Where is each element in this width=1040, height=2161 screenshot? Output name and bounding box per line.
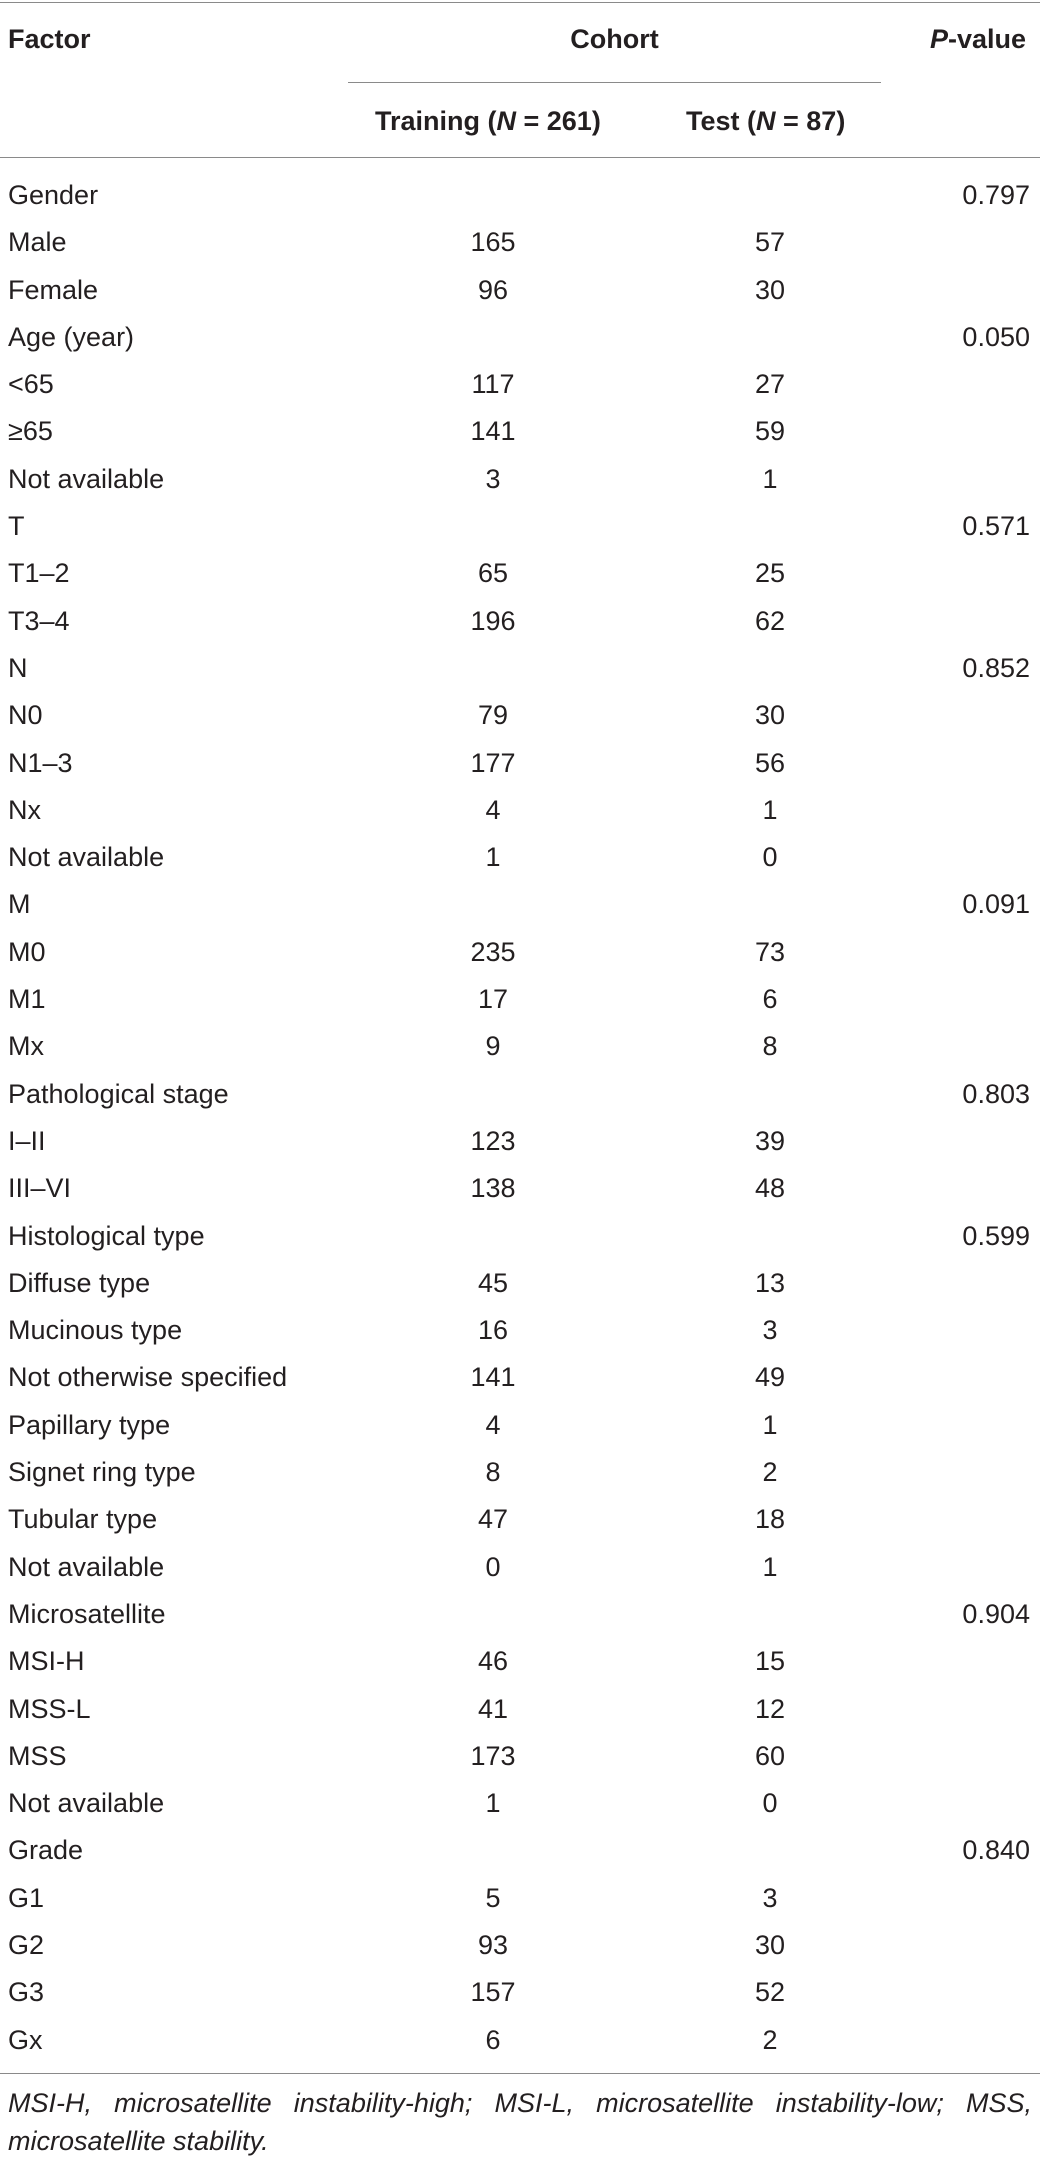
table-row <box>0 408 1040 455</box>
cell-factor: MSS <box>8 1740 67 1771</box>
cell-pvalue: 0.840 <box>962 1835 1030 1866</box>
cell-test: 56 <box>754 747 786 778</box>
cell-training: 65 <box>477 558 509 589</box>
cell-training: 165 <box>470 227 516 258</box>
cell-test: 60 <box>754 1740 786 1771</box>
table-row <box>0 1733 1040 1780</box>
cell-test: 27 <box>754 369 786 400</box>
table-header-rule <box>0 157 1040 158</box>
cell-training: 1 <box>485 1788 501 1819</box>
cell-training: 235 <box>470 936 516 967</box>
table-footnote: MSI-H, microsatellite instability-high; MSI-L, microsatellite instability-low; MSS, microsatellite stability. <box>8 2088 1032 2156</box>
cell-training: 141 <box>470 416 516 447</box>
cell-training: 138 <box>470 1173 516 1204</box>
table-row <box>0 267 1040 314</box>
table-row <box>0 1354 1040 1401</box>
cell-test: 49 <box>754 1362 786 1393</box>
cell-factor: N <box>8 652 28 683</box>
cell-factor: Mx <box>8 1031 44 1062</box>
cell-test: 2 <box>762 2024 778 2055</box>
cell-test: 8 <box>762 1031 778 1062</box>
table-row <box>0 834 1040 881</box>
cell-factor: T3–4 <box>8 605 70 636</box>
cell-factor: Gender <box>8 180 99 210</box>
cell-pvalue: 0.803 <box>962 1078 1030 1109</box>
cell-training: 79 <box>477 700 509 731</box>
column-header-pvalue: P-value <box>930 24 1027 54</box>
cell-factor: MSS-L <box>8 1693 91 1724</box>
table-row <box>0 1544 1040 1591</box>
table-row <box>0 1686 1040 1733</box>
cell-test: 1 <box>762 1551 778 1582</box>
cell-test: 18 <box>754 1504 786 1535</box>
table-row <box>0 1213 1040 1260</box>
table-row <box>0 598 1040 645</box>
cell-factor: Histological type <box>8 1220 205 1251</box>
cell-factor: Signet ring type <box>8 1457 196 1488</box>
cell-training: 96 <box>477 274 509 305</box>
table-row <box>0 172 1040 219</box>
table-row <box>0 2017 1040 2064</box>
cell-training: 117 <box>471 369 515 400</box>
table-row <box>0 1827 1040 1874</box>
cell-training: 46 <box>477 1646 509 1677</box>
cell-factor: N1–3 <box>8 747 73 778</box>
cell-training: 123 <box>470 1125 516 1156</box>
table-row <box>0 787 1040 834</box>
cell-factor: Female <box>8 274 99 305</box>
table-row <box>0 1638 1040 1685</box>
cell-factor: Nx <box>8 794 41 825</box>
cell-factor: III–VI <box>8 1173 72 1204</box>
cell-training: 0 <box>485 1551 501 1582</box>
cell-training: 9 <box>485 1031 501 1062</box>
cell-test: 0 <box>762 1788 778 1819</box>
cell-training: 5 <box>485 1882 501 1913</box>
cell-training: 141 <box>470 1362 516 1393</box>
table-row <box>0 1591 1040 1638</box>
table-row <box>0 219 1040 266</box>
cell-factor: M <box>8 889 31 920</box>
cell-pvalue: 0.091 <box>962 889 1030 920</box>
cell-pvalue: 0.904 <box>962 1598 1030 1629</box>
table-row <box>0 1307 1040 1354</box>
table-row <box>0 1023 1040 1070</box>
cell-pvalue: 0.797 <box>962 180 1030 210</box>
cell-factor: Not available <box>8 1788 165 1819</box>
table-row <box>0 645 1040 692</box>
cell-training: 4 <box>485 794 501 825</box>
cell-training: 177 <box>470 747 516 778</box>
cell-factor: N0 <box>8 700 43 731</box>
cell-test: 62 <box>754 605 786 636</box>
cell-factor: Tubular type <box>8 1504 158 1535</box>
cell-training: 16 <box>477 1315 509 1346</box>
cell-factor: Microsatellite <box>8 1598 166 1629</box>
cell-factor: Grade <box>8 1835 84 1866</box>
table-row <box>0 314 1040 361</box>
table-row <box>0 976 1040 1023</box>
cell-factor: Not otherwise specified <box>8 1362 288 1393</box>
cell-training: 6 <box>485 2024 501 2055</box>
cell-test: 1 <box>762 463 778 494</box>
cell-training: 47 <box>477 1504 509 1535</box>
table-row <box>0 1922 1040 1969</box>
cell-factor: T1–2 <box>8 558 70 589</box>
cell-pvalue: 0.852 <box>962 652 1030 683</box>
table-row <box>0 1496 1040 1543</box>
cell-test: 73 <box>754 936 786 967</box>
table-top-rule <box>0 2 1040 3</box>
cell-factor: Diffuse type <box>8 1267 151 1298</box>
cell-training: 1 <box>485 842 501 873</box>
cell-test: 30 <box>754 1929 786 1960</box>
cell-pvalue: 0.599 <box>962 1220 1030 1251</box>
cell-test: 0 <box>762 842 778 873</box>
cell-factor: T <box>8 511 25 542</box>
cell-factor: Not available <box>8 463 165 494</box>
cell-test: 39 <box>754 1125 786 1156</box>
table-body <box>0 172 1040 2064</box>
cell-test: 52 <box>754 1977 786 2008</box>
cell-training: 93 <box>477 1929 509 1960</box>
cell-training: 45 <box>477 1267 509 1298</box>
cell-test: 57 <box>754 227 786 258</box>
cell-factor: <65 <box>8 369 54 400</box>
table-row <box>0 1875 1040 1922</box>
cell-factor: G3 <box>8 1977 45 2008</box>
column-header-training: Training (N = 261) <box>375 106 601 136</box>
cell-test: 30 <box>754 700 786 731</box>
cell-test: 12 <box>754 1693 786 1724</box>
table-row <box>0 1165 1040 1212</box>
cell-factor: M0 <box>8 936 46 967</box>
table-row <box>0 1969 1040 2016</box>
cell-training: 173 <box>470 1740 516 1771</box>
cell-test: 48 <box>754 1173 786 1204</box>
cell-training: 3 <box>485 463 501 494</box>
cell-training: 41 <box>477 1693 509 1724</box>
cell-test: 15 <box>754 1646 786 1677</box>
cell-factor: Gx <box>8 2024 43 2055</box>
cell-test: 59 <box>754 416 786 447</box>
column-header-cohort: Cohort <box>570 24 659 54</box>
cell-factor: Mucinous type <box>8 1315 183 1346</box>
table-row <box>0 740 1040 787</box>
cell-factor: Not available <box>8 1551 165 1582</box>
table-row <box>0 361 1040 408</box>
cell-factor: Male <box>8 227 67 258</box>
table-row <box>0 929 1040 976</box>
table-bottom-rule <box>0 2073 1040 2074</box>
cell-factor: I–II <box>8 1125 46 1156</box>
table-row <box>0 1780 1040 1827</box>
cohort-span-rule <box>348 82 881 83</box>
cell-training: 17 <box>477 984 509 1015</box>
cell-test: 2 <box>762 1457 778 1488</box>
cell-test: 1 <box>762 1409 778 1440</box>
table-row <box>0 550 1040 597</box>
cell-factor: G1 <box>8 1882 45 1913</box>
cell-factor: Papillary type <box>8 1409 171 1440</box>
cell-training: 196 <box>470 605 516 636</box>
cell-test: 30 <box>754 274 786 305</box>
table-row <box>0 1449 1040 1496</box>
cell-pvalue: 0.571 <box>962 511 1030 542</box>
cell-factor: G2 <box>8 1929 45 1960</box>
cell-factor: Not available <box>8 842 165 873</box>
column-header-test: Test (N = 87) <box>686 106 846 136</box>
cell-pvalue: 0.050 <box>962 321 1030 352</box>
cell-test: 3 <box>762 1882 778 1913</box>
cell-training: 4 <box>485 1409 501 1440</box>
table-row <box>0 692 1040 739</box>
cell-factor: Age (year) <box>8 321 135 352</box>
cell-test: 25 <box>754 558 786 589</box>
column-header-factor: Factor <box>8 24 91 54</box>
cell-factor: Pathological stage <box>8 1078 229 1109</box>
cell-test: 3 <box>762 1315 778 1346</box>
cell-test: 1 <box>762 794 778 825</box>
cell-factor: ≥65 <box>8 416 53 447</box>
table-row <box>0 456 1040 503</box>
table-row <box>0 1260 1040 1307</box>
table-row <box>0 503 1040 550</box>
cell-test: 6 <box>762 984 778 1015</box>
table-row <box>0 881 1040 928</box>
table-row <box>0 1118 1040 1165</box>
cell-training: 157 <box>470 1977 516 2008</box>
cell-factor: M1 <box>8 984 46 1015</box>
cell-factor: MSI-H <box>8 1646 85 1677</box>
cell-test: 13 <box>754 1267 786 1298</box>
table-row <box>0 1402 1040 1449</box>
cell-training: 8 <box>485 1457 501 1488</box>
table-row <box>0 1071 1040 1118</box>
